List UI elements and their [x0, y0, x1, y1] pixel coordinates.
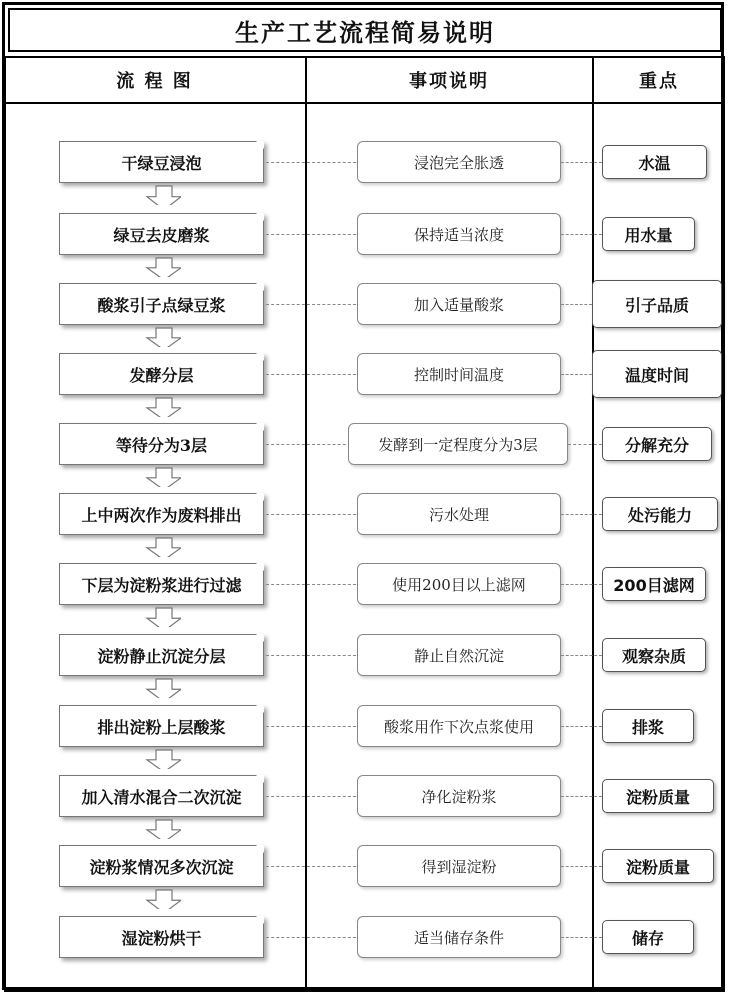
key-point: 用水量 — [602, 217, 695, 251]
header-key: 重点 — [639, 71, 679, 92]
process-step: 湿淀粉烘干 — [59, 916, 264, 958]
column-divider — [305, 56, 307, 992]
connector-line — [561, 584, 602, 585]
connector-line — [266, 584, 356, 585]
key-point: 储存 — [602, 920, 694, 954]
key-point: 温度时间 — [592, 350, 722, 398]
header-divider — [4, 102, 725, 104]
process-step: 酸浆引子点绿豆浆 — [59, 283, 264, 325]
down-arrow-icon — [145, 749, 181, 769]
key-point: 分解充分 — [602, 427, 712, 461]
column-divider — [592, 56, 594, 992]
connector-line — [266, 796, 356, 797]
connector-line — [561, 304, 592, 305]
process-step: 等待分为3层 — [59, 423, 264, 465]
connector-line — [568, 444, 602, 445]
step-note: 浸泡完全胀透 — [357, 141, 561, 183]
connector-line — [266, 937, 356, 938]
connector-line — [561, 796, 602, 797]
connector-line — [561, 374, 592, 375]
key-point: 引子品质 — [592, 280, 722, 328]
connector-line — [266, 444, 356, 445]
key-point: 200目滤网 — [602, 567, 706, 601]
process-step: 淀粉浆情况多次沉淀 — [59, 845, 264, 887]
connector-line — [561, 937, 602, 938]
down-arrow-icon — [145, 607, 181, 627]
key-point: 处污能力 — [602, 497, 718, 531]
step-note: 保持适当浓度 — [357, 213, 561, 255]
down-arrow-icon — [145, 819, 181, 839]
down-arrow-icon — [145, 327, 181, 347]
connector-line — [561, 655, 602, 656]
page-title: 生产工艺流程简易说明 — [235, 18, 495, 47]
title-bar — [8, 8, 722, 52]
down-arrow-icon — [145, 185, 181, 205]
connector-line — [561, 162, 602, 163]
connector-line — [561, 726, 602, 727]
key-point: 排浆 — [602, 709, 694, 743]
connector-line — [266, 374, 356, 375]
connector-line — [561, 234, 602, 235]
down-arrow-icon — [145, 397, 181, 417]
connector-line — [561, 514, 602, 515]
key-point: 淀粉质量 — [602, 779, 714, 813]
header-notes: 事项说明 — [409, 71, 489, 92]
down-arrow-icon — [145, 678, 181, 698]
connector-line — [266, 514, 356, 515]
connector-line — [266, 304, 356, 305]
step-note: 污水处理 — [357, 493, 561, 535]
process-step: 下层为淀粉浆进行过滤 — [59, 563, 264, 605]
connector-line — [266, 726, 356, 727]
step-note: 加入适量酸浆 — [357, 283, 561, 325]
process-step: 淀粉静止沉淀分层 — [59, 634, 264, 676]
step-note: 得到湿淀粉 — [357, 845, 561, 887]
step-note: 发酵到一定程度分为3层 — [348, 423, 568, 465]
connector-line — [266, 234, 356, 235]
process-step: 加入清水混合二次沉淀 — [59, 775, 264, 817]
process-step: 干绿豆浸泡 — [59, 141, 264, 183]
connector-line — [266, 162, 356, 163]
down-arrow-icon — [145, 257, 181, 277]
process-step: 绿豆去皮磨浆 — [59, 213, 264, 255]
process-step: 排出淀粉上层酸浆 — [59, 705, 264, 747]
step-note: 控制时间温度 — [357, 353, 561, 395]
header-flow: 流 程 图 — [116, 71, 193, 92]
down-arrow-icon — [145, 537, 181, 557]
step-note: 使用200目以上滤网 — [357, 563, 561, 605]
key-point: 水温 — [602, 145, 707, 179]
down-arrow-icon — [145, 889, 181, 909]
step-note: 适当储存条件 — [357, 916, 561, 958]
process-step: 发酵分层 — [59, 353, 264, 395]
process-step: 上中两次作为废料排出 — [59, 493, 264, 535]
connector-line — [266, 655, 356, 656]
connector-line — [266, 866, 356, 867]
step-note: 静止自然沉淀 — [357, 634, 561, 676]
step-note: 净化淀粉浆 — [357, 775, 561, 817]
down-arrow-icon — [145, 467, 181, 487]
step-note: 酸浆用作下次点浆使用 — [357, 705, 561, 747]
connector-line — [561, 866, 602, 867]
key-point: 淀粉质量 — [602, 849, 714, 883]
key-point: 观察杂质 — [602, 638, 706, 672]
